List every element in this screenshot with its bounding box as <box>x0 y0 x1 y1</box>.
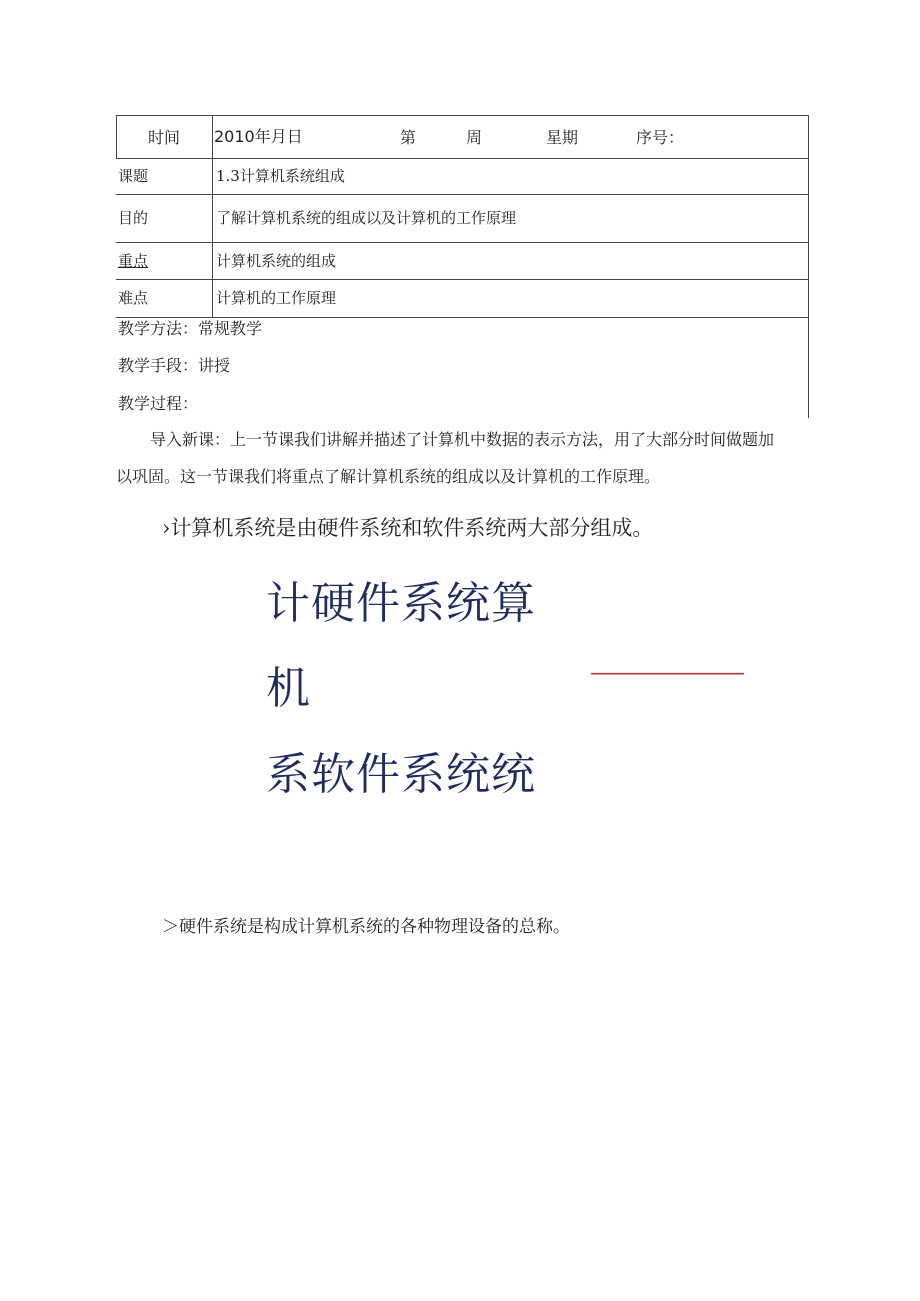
table-row-border <box>116 279 809 280</box>
hardware-definition: ＞硬件系统是构成计算机系统的各种物理设备的总称。 <box>162 917 570 937</box>
diagram-line-3: 系软件系统统 <box>266 749 536 800</box>
teaching-means: 教学手段：讲授 <box>118 356 231 375</box>
diagram-line-1: 计硬件系统算 <box>266 578 536 629</box>
teaching-process: 教学过程： <box>118 394 199 413</box>
intro-line-1: 导入新课：上一节课我们讲解并描述了计算机中数据的表示方法，用了大部分时间做题加 <box>150 430 775 449</box>
row-value-goal: 了解计算机系统的组成以及计算机的工作原理 <box>216 209 517 227</box>
row-value-key-point: 计算机系统的组成 <box>216 252 337 270</box>
row-value-difficulty: 计算机的工作原理 <box>216 289 337 307</box>
table-right-border <box>808 115 809 418</box>
table-row-border <box>116 242 809 243</box>
table-column-divider <box>212 115 213 318</box>
row-value-topic: 1.3计算机系统组成 <box>216 167 345 185</box>
system-composition-statement: ›计算机系统是由硬件系统和软件系统两大部分组成。 <box>162 516 654 540</box>
intro-line-2: 以巩固。这一节课我们将重点了解计算机系统的组成以及计算机的工作原理。 <box>116 467 661 486</box>
week-suffix: 周 <box>466 128 483 147</box>
serial-label: 序号： <box>636 128 685 147</box>
table-row-border <box>116 158 809 159</box>
time-label: 时间 <box>148 128 181 147</box>
table-top-border <box>116 115 809 116</box>
row-label-difficulty: 难点 <box>118 289 149 307</box>
row-label-topic: 课题 <box>118 167 149 185</box>
teaching-method: 教学方法：常规教学 <box>118 319 263 338</box>
week-prefix: 第 <box>400 128 417 147</box>
row-label-goal: 目的 <box>118 209 149 227</box>
table-row-border <box>116 194 809 195</box>
table-left-border <box>116 115 117 159</box>
row-label-key-point: 重点 <box>118 252 149 270</box>
diagram-dashed-line: ———————— <box>590 661 742 686</box>
table-row-border <box>116 317 809 318</box>
diagram-line-2: 机 <box>266 663 311 714</box>
weekday-label: 星期 <box>546 128 579 147</box>
date-value: 2010年月日 <box>214 127 303 146</box>
